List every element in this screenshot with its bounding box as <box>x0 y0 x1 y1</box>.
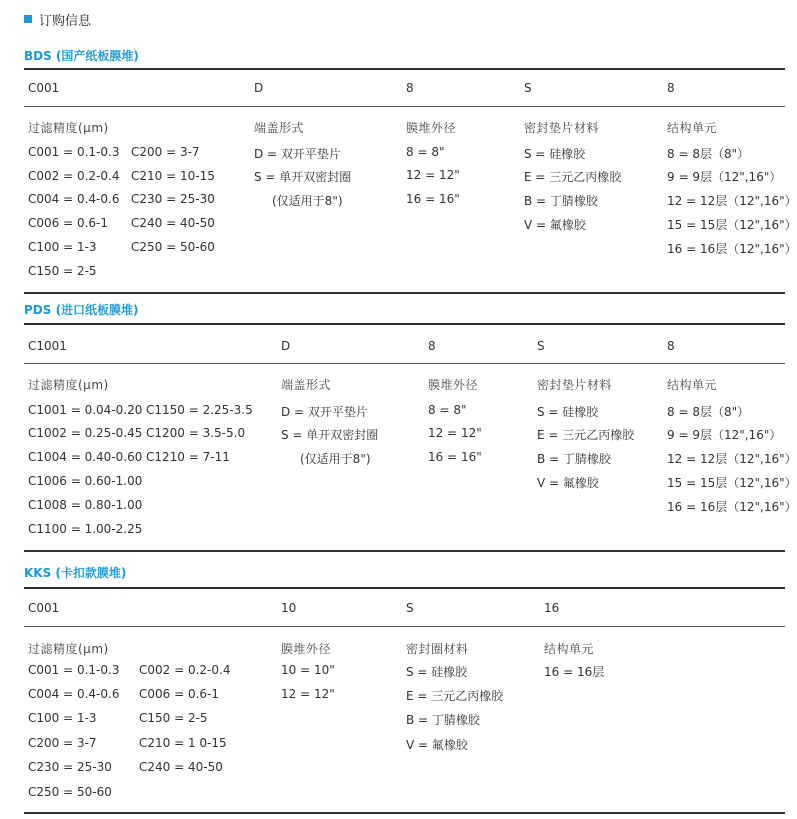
label-diameter: 膜堆外径 <box>406 121 457 135</box>
units-item: 12 = 12层（12",16"） <box>667 452 797 466</box>
divider <box>24 550 785 552</box>
filter-item: C1006 = 0.60-1.00 <box>28 474 143 488</box>
diameter-item: 16 = 16" <box>428 450 482 464</box>
code-filter: C001 <box>28 81 60 95</box>
seal-item: S = 硅橡胶 <box>524 147 586 161</box>
code-units: 8 <box>667 81 675 95</box>
code-endcap: D <box>254 81 264 95</box>
filter-item: C250 = 50-60 <box>28 785 112 799</box>
code-units: 8 <box>667 339 675 353</box>
filter-item: C002 = 0.2-0.4 <box>28 169 120 183</box>
filter-item: C210 = 10-15 <box>131 169 215 183</box>
units-item: 15 = 15层（12",16"） <box>667 476 797 490</box>
filter-item: C250 = 50-60 <box>131 240 215 254</box>
label-diameter: 膜堆外径 <box>428 378 479 392</box>
diameter-item: 8 = 8" <box>406 145 445 159</box>
seal-item: E = 三元乙丙橡胶 <box>524 170 622 184</box>
seal-item: V = 氟橡胶 <box>537 476 599 490</box>
divider <box>24 812 785 814</box>
seal-item: V = 氟橡胶 <box>406 738 468 752</box>
code-filter: C001 <box>28 601 60 615</box>
diameter-item: 12 = 12" <box>281 687 335 701</box>
filter-item: C200 = 3-7 <box>28 736 97 750</box>
label-units: 结构单元 <box>667 378 718 392</box>
section-title-pds: PDS (进口纸板膜堆) <box>24 303 139 317</box>
filter-item: C1210 = 7-11 <box>146 450 230 464</box>
code-seal: S <box>537 339 545 353</box>
code-seal: S <box>406 601 414 615</box>
filter-item: C001 = 0.1-0.3 <box>28 663 120 677</box>
filter-item: C001 = 0.1-0.3 <box>28 145 120 159</box>
endcap-note: (仅适用于8") <box>300 452 371 466</box>
label-seal: 密封圈材料 <box>406 642 469 656</box>
filter-item: C1150 = 2.25-3.5 <box>146 403 253 417</box>
endcap-item: D = 双开平垫片 <box>281 405 368 419</box>
label-filter: 过滤精度(μm) <box>28 378 109 392</box>
section-title-kks: KKS (卡扣款膜堆) <box>24 566 127 580</box>
seal-item: S = 硅橡胶 <box>406 665 468 679</box>
endcap-item: D = 双开平垫片 <box>254 147 341 161</box>
filter-item: C006 = 0.6-1 <box>139 687 220 701</box>
label-units: 结构单元 <box>544 642 595 656</box>
label-filter: 过滤精度(μm) <box>28 121 109 135</box>
label-seal: 密封垫片材料 <box>524 121 600 135</box>
filter-item: C100 = 1-3 <box>28 711 97 725</box>
code-diameter: 8 <box>406 81 414 95</box>
code-units: 16 <box>544 601 560 615</box>
filter-item: C150 = 2-5 <box>28 264 97 278</box>
diameter-item: 12 = 12" <box>428 426 482 440</box>
units-item: 8 = 8层（8"） <box>667 147 750 161</box>
label-filter: 过滤精度(μm) <box>28 642 109 656</box>
units-item: 12 = 12层（12",16"） <box>667 194 797 208</box>
units-item: 16 = 16层 <box>544 665 605 679</box>
seal-item: S = 硅橡胶 <box>537 405 599 419</box>
code-diameter: 8 <box>428 339 436 353</box>
code-diameter: 10 <box>281 601 297 615</box>
filter-item: C1001 = 0.04-0.20 <box>28 403 143 417</box>
filter-item: C240 = 40-50 <box>139 760 223 774</box>
divider <box>24 363 785 364</box>
divider <box>24 68 785 70</box>
label-endcap: 端盖形式 <box>254 121 305 135</box>
seal-item: E = 三元乙丙橡胶 <box>406 689 504 703</box>
code-filter: C1001 <box>28 339 67 353</box>
filter-item: C200 = 3-7 <box>131 145 200 159</box>
label-units: 结构单元 <box>667 121 718 135</box>
seal-item: B = 丁腈橡胶 <box>524 194 598 208</box>
units-item: 15 = 15层（12",16"） <box>667 218 797 232</box>
filter-item: C1100 = 1.00-2.25 <box>28 522 143 536</box>
code-endcap: D <box>281 339 291 353</box>
filter-item: C006 = 0.6-1 <box>28 216 109 230</box>
filter-item: C1004 = 0.40-0.60 <box>28 450 143 464</box>
endcap-note: (仅适用于8") <box>272 194 343 208</box>
filter-item: C1008 = 0.80-1.00 <box>28 498 143 512</box>
units-item: 16 = 16层（12",16"） <box>667 242 797 256</box>
section-title-bds: BDS (国产纸板膜堆) <box>24 49 139 63</box>
units-item: 8 = 8层（8"） <box>667 405 750 419</box>
seal-item: B = 丁腈橡胶 <box>406 713 480 727</box>
label-endcap: 端盖形式 <box>281 378 332 392</box>
filter-item: C1200 = 3.5-5.0 <box>146 426 246 440</box>
units-item: 9 = 9层（12",16"） <box>667 170 782 184</box>
code-seal: S <box>524 81 532 95</box>
label-diameter: 膜堆外径 <box>281 642 332 656</box>
units-item: 16 = 16层（12",16"） <box>667 500 797 514</box>
diameter-item: 8 = 8" <box>428 403 467 417</box>
filter-item: C100 = 1-3 <box>28 240 97 254</box>
diameter-item: 16 = 16" <box>406 192 460 206</box>
seal-item: E = 三元乙丙橡胶 <box>537 428 635 442</box>
page-title: 订购信息 <box>39 14 92 29</box>
label-seal: 密封垫片材料 <box>537 378 613 392</box>
filter-item: C1002 = 0.25-0.45 <box>28 426 143 440</box>
filter-item: C004 = 0.4-0.6 <box>28 687 120 701</box>
divider <box>24 292 785 294</box>
diameter-item: 12 = 12" <box>406 168 460 182</box>
filter-item: C230 = 25-30 <box>131 192 215 206</box>
seal-item: B = 丁腈橡胶 <box>537 452 611 466</box>
filter-item: C150 = 2-5 <box>139 711 208 725</box>
filter-item: C210 = 1 0-15 <box>139 736 227 750</box>
seal-item: V = 氟橡胶 <box>524 218 586 232</box>
filter-item: C230 = 25-30 <box>28 760 112 774</box>
header-square-icon <box>24 15 32 23</box>
divider <box>24 106 785 107</box>
filter-item: C240 = 40-50 <box>131 216 215 230</box>
units-item: 9 = 9层（12",16"） <box>667 428 782 442</box>
filter-item: C002 = 0.2-0.4 <box>139 663 231 677</box>
divider <box>24 323 785 325</box>
filter-item: C004 = 0.4-0.6 <box>28 192 120 206</box>
diameter-item: 10 = 10" <box>281 663 335 677</box>
endcap-item: S = 单开双密封圈 <box>281 428 379 442</box>
divider <box>24 626 785 627</box>
endcap-item: S = 单开双密封圈 <box>254 170 352 184</box>
divider <box>24 587 785 589</box>
